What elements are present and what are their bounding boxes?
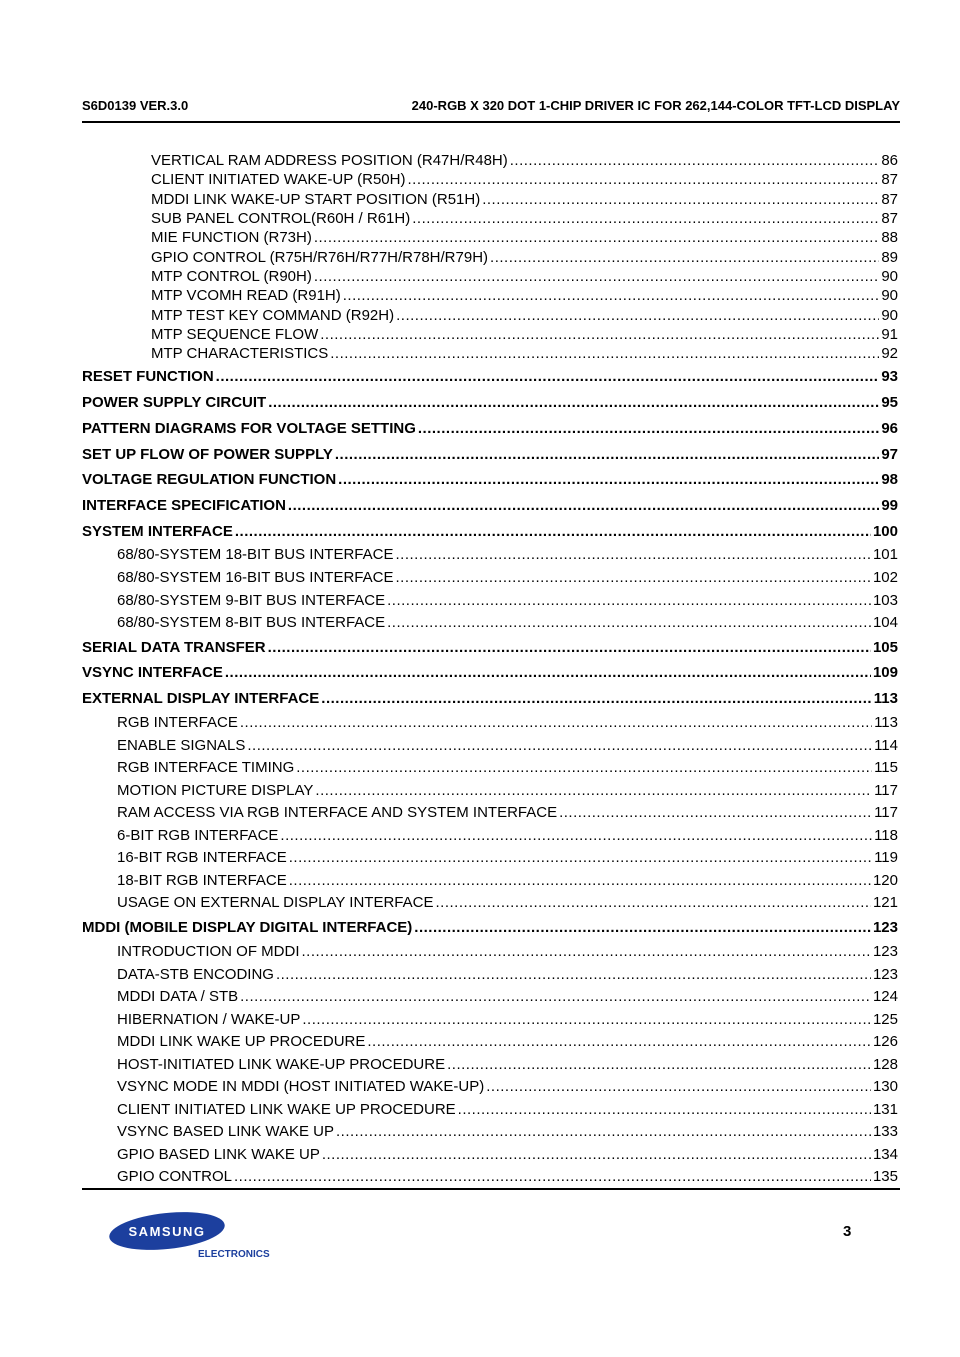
toc-entry[interactable]	[82, 639, 898, 659]
toc-leader-dots	[395, 569, 870, 586]
toc-entry-page: 103	[872, 592, 898, 609]
toc-entry[interactable]	[117, 614, 898, 634]
toc-entry[interactable]	[117, 569, 898, 589]
toc-leader-dots	[486, 1078, 871, 1095]
toc-entry-title: 6-BIT RGB INTERFACE	[117, 827, 279, 844]
toc-entry-title: MDDI (MOBILE DISPLAY DIGITAL INTERFACE)	[82, 919, 413, 936]
toc-leader-dots	[343, 287, 880, 304]
toc-entry-page: 124	[872, 988, 898, 1005]
toc-leader-dots	[559, 804, 872, 821]
toc-entry-page: 100	[872, 523, 898, 540]
toc-entry[interactable]	[82, 523, 898, 543]
toc-entry-page: 95	[881, 394, 898, 411]
toc-entry[interactable]	[82, 664, 898, 684]
toc-entry-title: MTP VCOMH READ (R91H)	[151, 287, 341, 304]
toc-entry-title: EXTERNAL DISPLAY INTERFACE	[82, 690, 320, 707]
toc-entry[interactable]	[82, 919, 898, 939]
toc-entry[interactable]	[82, 690, 898, 710]
toc-leader-dots	[338, 471, 879, 488]
toc-leader-dots	[314, 268, 879, 285]
toc-leader-dots	[322, 1146, 871, 1163]
toc-leader-dots	[234, 1168, 871, 1185]
toc-entry-page: 125	[872, 1011, 898, 1028]
toc-entry[interactable]	[117, 592, 898, 612]
toc-entry-title: MDDI LINK WAKE UP PROCEDURE	[117, 1033, 366, 1050]
toc-entry-page: 130	[872, 1078, 898, 1095]
toc-entry-page: 87	[881, 191, 898, 208]
toc-entry[interactable]	[117, 872, 898, 892]
toc-entry-page: 90	[881, 307, 898, 324]
toc-entry-page: 89	[881, 249, 898, 266]
toc-leader-dots	[314, 229, 879, 246]
toc-entry-page: 123	[872, 919, 898, 936]
toc-entry[interactable]	[151, 307, 898, 327]
toc-leader-dots	[418, 420, 879, 437]
toc-entry[interactable]	[151, 287, 898, 307]
toc-entry-page: 91	[881, 326, 898, 343]
toc-leader-dots	[216, 368, 880, 385]
toc-entry-title: 68/80-SYSTEM 8-BIT BUS INTERFACE	[117, 614, 386, 631]
toc-leader-dots	[320, 326, 879, 343]
toc-entry[interactable]	[151, 229, 898, 249]
toc-entry[interactable]	[117, 546, 898, 566]
toc-leader-dots	[276, 966, 871, 983]
toc-entry-title: GPIO BASED LINK WAKE UP	[117, 1146, 320, 1163]
toc-entry-title: MDDI DATA / STB	[117, 988, 239, 1005]
toc-leader-dots	[387, 592, 871, 609]
toc-leader-dots	[367, 1033, 871, 1050]
toc-entry-page: 87	[881, 171, 898, 188]
toc-entry-title: MTP TEST KEY COMMAND (R92H)	[151, 307, 395, 324]
toc-entry-page: 120	[872, 872, 898, 889]
toc-leader-dots	[235, 523, 871, 540]
toc-leader-dots	[289, 872, 871, 889]
toc-leader-dots	[412, 210, 879, 227]
toc-entry-title: MIE FUNCTION (R73H)	[151, 229, 312, 246]
toc-entry-page: 99	[881, 497, 898, 514]
toc-entry-title: ENABLE SIGNALS	[117, 737, 246, 754]
toc-entry-title: MDDI LINK WAKE-UP START POSITION (R51H)	[151, 191, 481, 208]
toc-entry-title: CLIENT INITIATED LINK WAKE UP PROCEDURE	[117, 1101, 456, 1118]
toc-entry-title: CLIENT INITIATED WAKE-UP (R50H)	[151, 171, 406, 188]
toc-entry-page: 121	[872, 894, 898, 911]
toc-entry[interactable]	[82, 394, 898, 414]
toc-leader-dots	[280, 827, 872, 844]
toc-entry-title: MOTION PICTURE DISPLAY	[117, 782, 314, 799]
toc-entry-page: 90	[881, 287, 898, 304]
toc-entry-title: 16-BIT RGB INTERFACE	[117, 849, 287, 866]
toc-entry-title: VERTICAL RAM ADDRESS POSITION (R47H/R48H)	[151, 152, 508, 169]
toc-leader-dots	[387, 614, 871, 631]
toc-entry[interactable]	[151, 249, 898, 269]
toc-leader-dots	[458, 1101, 871, 1118]
toc-entry-page: 119	[874, 849, 898, 866]
toc-leader-dots	[321, 690, 872, 707]
toc-entry-page: 126	[872, 1033, 898, 1050]
logo-subtext: ELECTRONICS	[198, 1249, 270, 1260]
toc-entry-title: RESET FUNCTION	[82, 368, 214, 385]
toc-entry[interactable]	[117, 894, 898, 914]
toc-entry-page: 98	[881, 471, 898, 488]
toc-entry-page: 131	[872, 1101, 898, 1118]
toc-entry[interactable]	[117, 804, 898, 824]
toc-entry[interactable]	[151, 191, 898, 211]
toc-entry-page: 92	[881, 345, 898, 362]
toc-entry[interactable]	[117, 1146, 898, 1166]
toc-entry-page: 123	[872, 966, 898, 983]
toc-leader-dots	[396, 307, 879, 324]
document-title: 240-RGB X 320 DOT 1-CHIP DRIVER IC FOR 262,144-COLOR TFT-LCD DISPLAY	[411, 98, 900, 113]
toc-leader-dots	[336, 1123, 871, 1140]
toc-entry[interactable]	[117, 849, 898, 869]
toc-entry-title: GPIO CONTROL (R75H/R76H/R77H/R78H/R79H)	[151, 249, 489, 266]
toc-entry[interactable]	[117, 1011, 898, 1031]
toc-entry[interactable]	[117, 1101, 898, 1121]
toc-entry[interactable]	[151, 326, 898, 346]
toc-entry-page: 86	[881, 152, 898, 169]
toc-entry-title: HOST-INITIATED LINK WAKE-UP PROCEDURE	[117, 1056, 446, 1073]
toc-leader-dots	[414, 919, 871, 936]
toc-entry-page: 115	[874, 759, 898, 776]
toc-leader-dots	[225, 664, 871, 681]
toc-entry-page: 97	[881, 446, 898, 463]
toc-entry-page: 123	[872, 943, 898, 960]
toc-entry[interactable]	[117, 737, 898, 757]
toc-entry-title: VSYNC MODE IN MDDI (HOST INITIATED WAKE-UP)	[117, 1078, 485, 1095]
toc-entry-title: GPIO CONTROL	[117, 1168, 233, 1185]
toc-entry-page: 87	[881, 210, 898, 227]
toc-leader-dots	[315, 782, 872, 799]
toc-entry[interactable]	[82, 471, 898, 491]
toc-entry[interactable]	[117, 943, 898, 963]
toc-leader-dots	[335, 446, 879, 463]
toc-entry-title: VSYNC INTERFACE	[82, 664, 223, 681]
toc-leader-dots	[482, 191, 879, 208]
toc-leader-dots	[330, 345, 879, 362]
toc-leader-dots	[288, 497, 879, 514]
toc-entry-title: SYSTEM INTERFACE	[82, 523, 233, 540]
toc-leader-dots	[268, 639, 871, 656]
toc-entry[interactable]	[117, 759, 898, 779]
toc-entry[interactable]	[151, 171, 898, 191]
toc-entry-page: 96	[881, 420, 898, 437]
toc-entry[interactable]	[82, 446, 898, 466]
toc-entry-page: 93	[881, 368, 898, 385]
toc-entry[interactable]	[117, 966, 898, 986]
toc-entry-page: 135	[872, 1168, 898, 1185]
toc-entry-title: RGB INTERFACE	[117, 714, 238, 731]
toc-leader-dots	[247, 737, 872, 754]
toc-entry[interactable]	[151, 152, 898, 172]
toc-leader-dots	[268, 394, 879, 411]
toc-entry[interactable]	[82, 497, 898, 517]
toc-entry[interactable]	[117, 1123, 898, 1143]
page-number: 3	[843, 1223, 852, 1240]
toc-entry-title: PATTERN DIAGRAMS FOR VOLTAGE SETTING	[82, 420, 416, 437]
toc-entry-page: 88	[881, 229, 898, 246]
toc-leader-dots	[240, 988, 871, 1005]
toc-entry[interactable]	[117, 782, 898, 802]
toc-entry[interactable]	[117, 988, 898, 1008]
toc-entry-title: RAM ACCESS VIA RGB INTERFACE AND SYSTEM INTERFACE	[117, 804, 558, 821]
toc-entry-title: HIBERNATION / WAKE-UP	[117, 1011, 301, 1028]
toc-entry-title: SET UP FLOW OF POWER SUPPLY	[82, 446, 333, 463]
logo-wordmark: SAMSUNG	[128, 1224, 206, 1239]
toc-entry-title: USAGE ON EXTERNAL DISPLAY INTERFACE	[117, 894, 434, 911]
toc-entry[interactable]	[117, 1168, 898, 1188]
toc-entry[interactable]	[151, 345, 898, 365]
toc-entry-page: 102	[872, 569, 898, 586]
toc-entry-page: 134	[872, 1146, 898, 1163]
toc-leader-dots	[407, 171, 879, 188]
toc-leader-dots	[296, 759, 872, 776]
toc-entry-title: RGB INTERFACE TIMING	[117, 759, 295, 776]
toc-entry[interactable]	[117, 1056, 898, 1076]
toc-leader-dots	[301, 943, 870, 960]
toc-entry-page: 109	[872, 664, 898, 681]
toc-entry[interactable]	[117, 1033, 898, 1053]
toc-leader-dots	[447, 1056, 871, 1073]
toc-entry-title: VOLTAGE REGULATION FUNCTION	[82, 471, 337, 488]
toc-entry-page: 113	[873, 690, 898, 707]
toc-entry-page: 118	[874, 827, 898, 844]
toc-entry-page: 101	[872, 546, 898, 563]
toc-entry-page: 105	[872, 639, 898, 656]
toc-entry-title: MTP CONTROL (R90H)	[151, 268, 312, 285]
toc-entry-title: SUB PANEL CONTROL(R60H / R61H)	[151, 210, 411, 227]
toc-leader-dots	[490, 249, 879, 266]
toc-entry-page: 117	[874, 804, 898, 821]
toc-entry-title: INTERFACE SPECIFICATION	[82, 497, 286, 514]
toc-entry[interactable]	[82, 368, 898, 388]
toc-leader-dots	[435, 894, 870, 911]
toc-entry[interactable]	[151, 210, 898, 230]
toc-leader-dots	[289, 849, 872, 866]
footer-divider	[82, 1188, 900, 1190]
toc-entry-title: INTRODUCTION OF MDDI	[117, 943, 300, 960]
toc-entry-title: POWER SUPPLY CIRCUIT	[82, 394, 267, 411]
toc-entry[interactable]	[151, 268, 898, 288]
toc-entry-page: 114	[874, 737, 898, 754]
document-id: S6D0139 VER.3.0	[82, 98, 189, 113]
toc-entry-title: 68/80-SYSTEM 16-BIT BUS INTERFACE	[117, 569, 394, 586]
toc-entry-title: MTP CHARACTERISTICS	[151, 345, 329, 362]
toc-entry-page: 117	[874, 782, 898, 799]
toc-entry-page: 113	[874, 714, 898, 731]
toc-entry[interactable]	[117, 1078, 898, 1098]
toc-entry-page: 133	[872, 1123, 898, 1140]
toc-entry-title: 68/80-SYSTEM 9-BIT BUS INTERFACE	[117, 592, 386, 609]
toc-entry-title: VSYNC BASED LINK WAKE UP	[117, 1123, 335, 1140]
toc-leader-dots	[302, 1011, 871, 1028]
toc-entry-title: 68/80-SYSTEM 18-BIT BUS INTERFACE	[117, 546, 394, 563]
toc-entry[interactable]	[82, 420, 898, 440]
toc-entry-page: 104	[872, 614, 898, 631]
toc-entry[interactable]	[117, 827, 898, 847]
toc-entry-title: MTP SEQUENCE FLOW	[151, 326, 319, 343]
toc-entry-title: SERIAL DATA TRANSFER	[82, 639, 266, 656]
toc-entry-page: 90	[881, 268, 898, 285]
toc-entry-title: 18-BIT RGB INTERFACE	[117, 872, 287, 889]
toc-leader-dots	[240, 714, 872, 731]
toc-entry[interactable]	[117, 714, 898, 734]
toc-leader-dots	[510, 152, 880, 169]
toc-leader-dots	[395, 546, 870, 563]
toc-entry-page: 128	[872, 1056, 898, 1073]
toc-entry-title: DATA-STB ENCODING	[117, 966, 274, 983]
